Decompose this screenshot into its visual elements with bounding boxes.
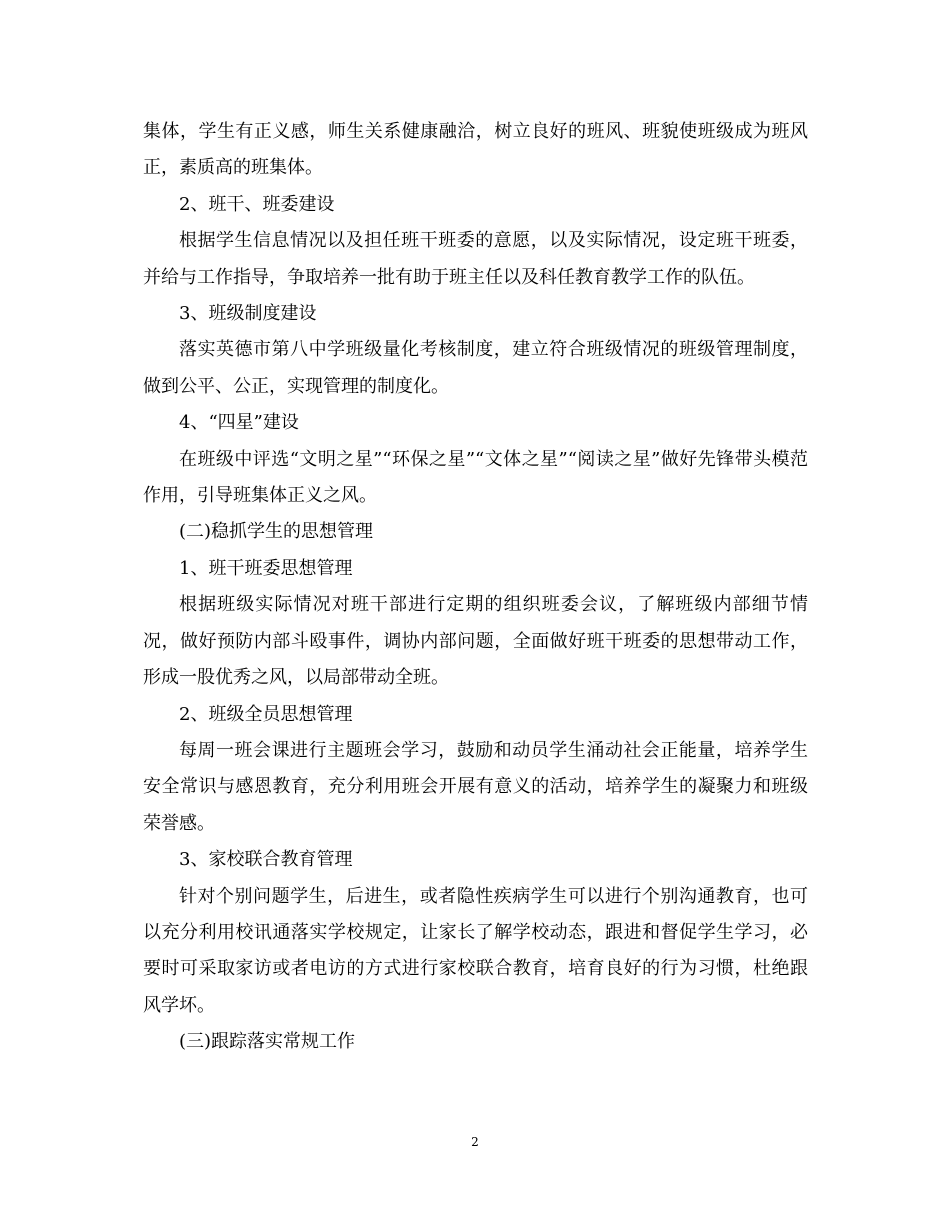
- section-heading: 3、班级制度建设: [179, 303, 317, 325]
- section-heading: 2、班级全员思想管理: [179, 703, 353, 725]
- paragraph: 落实英德市第八中学班级量化考核制度，建立符合班级情况的班级管理制度，做到公平、公正，实现管理的制度化。: [143, 339, 808, 397]
- document-body: [143, 114, 808, 1061]
- section-heading: 3、家校联合教育管理: [179, 849, 353, 871]
- paragraph: 集体，学生有正义感，师生关系健康融洽，树立良好的班风、班貌使班级成为班风正，素质高的班集体。: [143, 121, 808, 179]
- section-heading: 2、班干、班委建设: [179, 193, 335, 215]
- paragraph: 根据班级实际情况对班干部进行定期的组织班委会议，了解班级内部细节情况，做好预防内部斗殴事件，调协内部问题，全面做好班干班委的思想带动工作，形成一股优秀之风，以局部带动全班。: [143, 594, 808, 689]
- section-heading: 1、班干班委思想管理: [179, 557, 353, 579]
- paragraph: 在班级中评选“文明之星”“环保之星”“文体之星”“阅读之星”做好先锋带头模范作用，引导班集体正义之风。: [143, 448, 808, 507]
- paragraph: 针对个别问题学生，后进生，或者隐性疾病学生可以进行个别沟通教育，也可以充分利用校讯通落实学校规定，让家长了解学校动态，跟进和督促学生学习，必要时可采取家访或者电访的方式进行家校联合教育，培育良好的行为习惯，杜绝跟风学坏。: [143, 885, 808, 1016]
- chapter-heading: (三)跟踪落实常规工作: [179, 1031, 356, 1053]
- section-heading: 4、“四星”建设: [179, 412, 299, 434]
- page-number: 2: [471, 1135, 479, 1149]
- paragraph: 每周一班会课进行主题班会学习，鼓励和动员学生涌动社会正能量，培养学生安全常识与感恩教育，充分利用班会开展有意义的活动，培养学生的凝聚力和班级荣誉感。: [143, 739, 808, 834]
- paragraph: 根据学生信息情况以及担任班干班委的意愿，以及实际情况，设定班干班委，并给与工作指导，争取培养一批有助于班主任以及科任教育教学工作的队伍。: [143, 230, 808, 288]
- chapter-heading: (二)稳抓学生的思想管理: [179, 521, 374, 543]
